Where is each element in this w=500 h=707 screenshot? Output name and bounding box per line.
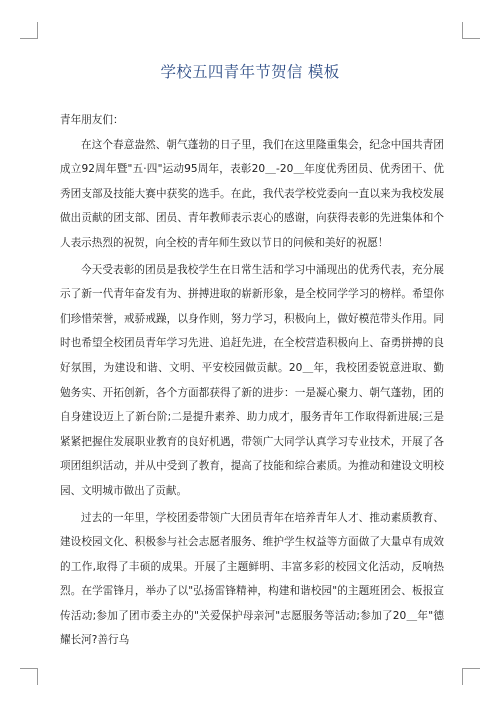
paragraph-3: 过去的一年里，学校团委带领广大团员青年在培养青年人才、推动素质教育、建设校园文化、积极参与社会志愿者服务、维护学生权益等方面做了大量卓有成效的工作,取得了丰硕的成果。开展了主题鲜明、丰富多彩的校园文化活动，反响热烈。在学雷锋月，举办了以"弘扬雷锋精神，构建和谐校园"的主题班团会、板报宣传活动;参加了团市委主办的"关爱保护母亲河"志愿服务等活动;参加了20＿年"德耀长河?善行乌 — [60, 511, 444, 647]
crop-mark-bottom-right — [462, 668, 480, 669]
crop-mark-top-left — [20, 38, 38, 39]
crop-mark-bottom-right — [462, 668, 463, 685]
paragraph-1: 在这个春意盎然、朝气蓬勃的日子里，我们在这里隆重集会，纪念中国共青团成立92周年暨"五·四"运动95周年，表彰20＿-20＿年度优秀团员、优秀团干、优秀团支部及技能大赛中获奖的选手。在此，我代表学校党委向一直以来为我校发展做出贡献的团支部、团员、青年教师表示衷心的感谢，向获得表彰的先进集体和个人表示热烈的祝贺，向全校的青年师生致以节日的问候和美好的祝愿！ — [60, 138, 444, 249]
paragraph-2: 今天受表彰的团员是我校学生在日常生活和学习中涌现出的优秀代表，充分展示了新一代青年奋发有为、拼搏进取的崭新形象，是全校同学学习的榜样。希望你们珍惜荣誉，戒骄戒躁，以身作则，努力学习，积极向上，做好模范带头作用。同时也希望全校团员青年学习先进、追赶先进，在全校营造积极向上、奋勇拼搏的良好氛围，为建设和谐、文明、平安校园做贡献。20＿年，我校团委锐意进取、勤勉务实、开拓创新，各个方面都获得了新的进步：一是凝心聚力、朝气蓬勃，团的自身建设迈上了新台阶;二是提升素养、助力成才，服务青年工作取得新进展;三是紧紧把握住发展职业教育的良好机遇，带领广大同学认真学习专业技术，开展了各项团组织活动，并从中受到了教育，提高了技能和综合素质。为推动和建设文明校园、文明城市做出了贡献。 — [60, 263, 444, 497]
document-body — [60, 108, 444, 653]
document-title: 学校五四青年节贺信 模板 — [160, 63, 340, 81]
crop-mark-top-right — [462, 38, 480, 39]
greeting: 青年朋友们： — [60, 114, 124, 126]
crop-mark-top-left — [37, 22, 38, 39]
crop-mark-bottom-left — [37, 668, 38, 685]
crop-mark-bottom-left — [20, 668, 38, 669]
crop-mark-top-right — [462, 22, 463, 39]
